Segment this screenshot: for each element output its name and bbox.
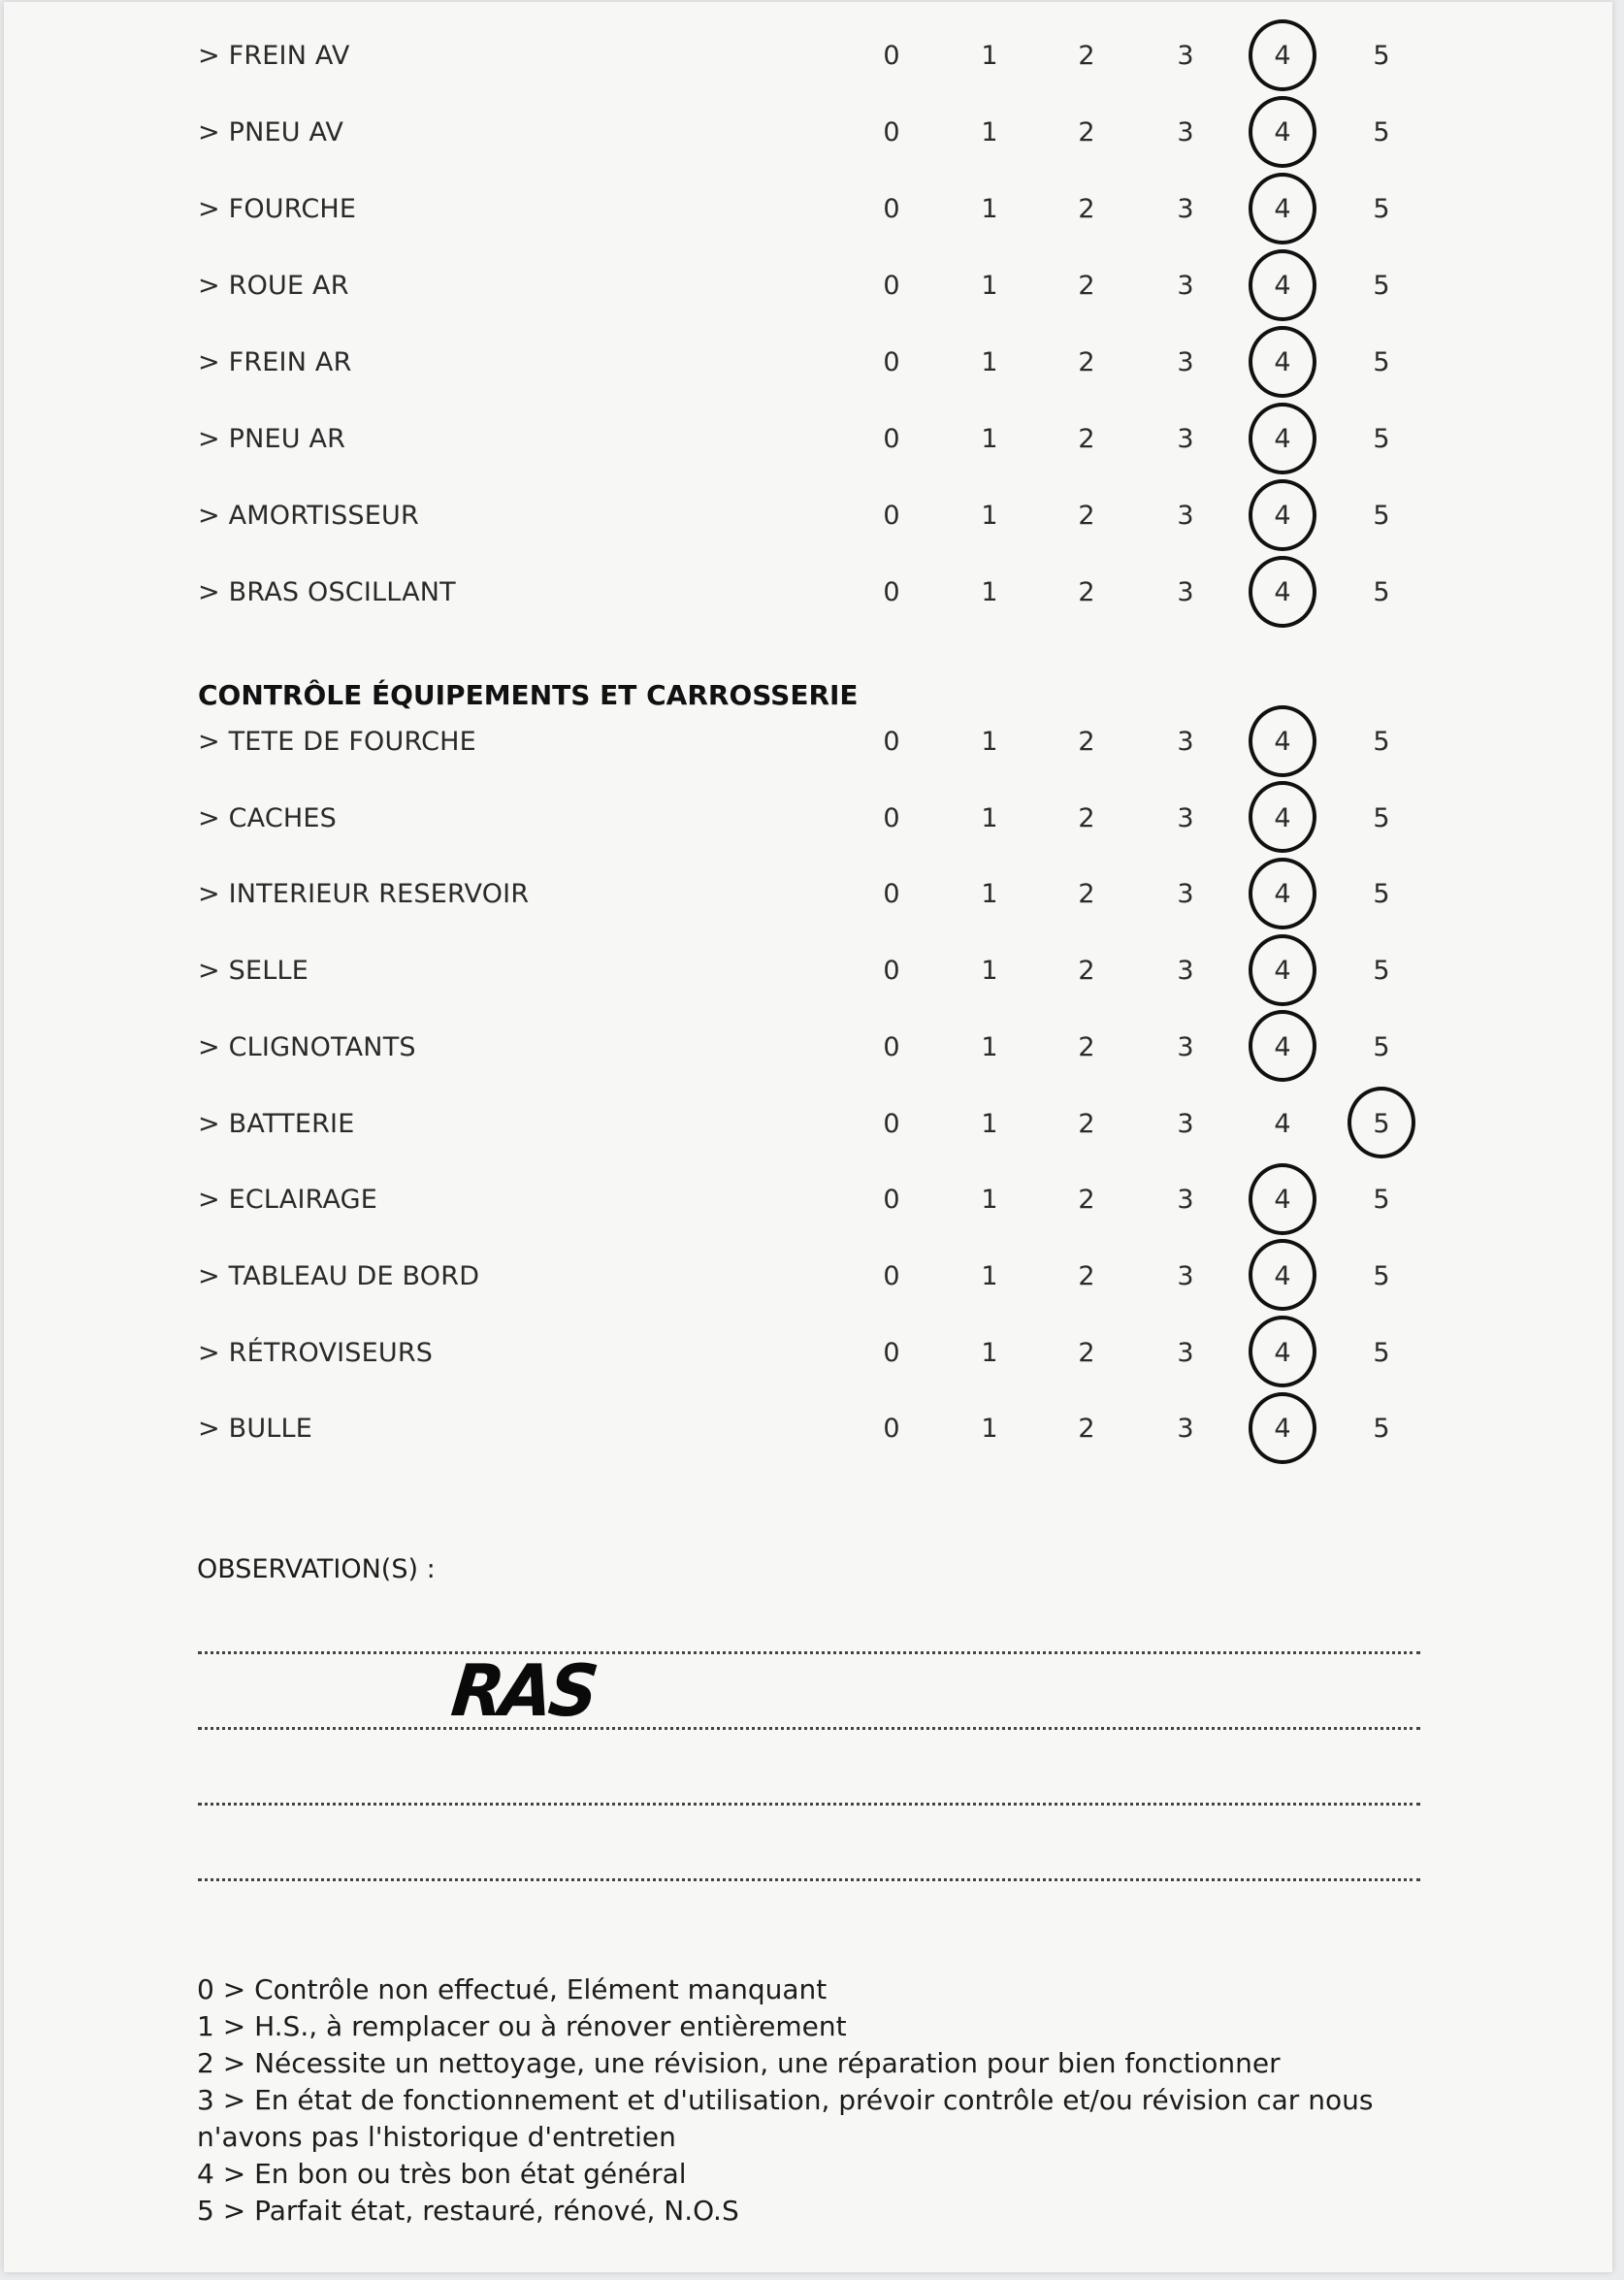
score-option-3[interactable]: 3 [1177,501,1194,531]
score-option-0[interactable]: 0 [883,727,900,757]
score-option-5[interactable]: 5 [1373,802,1390,833]
observation-line-2 [198,1727,1420,1730]
score-option-5[interactable]: 5 [1373,1260,1390,1291]
score-option-5[interactable]: 5 [1373,879,1390,910]
score-option-3[interactable]: 3 [1177,1337,1194,1368]
score-option-5[interactable]: 5 [1373,1337,1390,1368]
score-option-5[interactable]: 5 [1373,1414,1390,1445]
score-option-4[interactable]: 4 [1263,41,1302,71]
score-option-0[interactable]: 0 [883,347,900,377]
score-option-4[interactable]: 4 [1263,194,1302,224]
check-row [4,867,1612,926]
score-option-3[interactable]: 3 [1177,1185,1194,1216]
score-option-2[interactable]: 2 [1078,956,1095,987]
legend-line: 4 > En bon ou très bon état général [197,2158,687,2190]
check-row-label: > FOURCHE [198,194,357,224]
score-option-3[interactable]: 3 [1177,956,1194,987]
score-option-3[interactable]: 3 [1177,347,1194,377]
score-option-2[interactable]: 2 [1078,727,1095,757]
score-option-5[interactable]: 5 [1373,501,1390,531]
score-option-1[interactable]: 1 [981,501,998,531]
check-row [4,1021,1612,1079]
score-option-0[interactable]: 0 [883,117,900,147]
score-option-0[interactable]: 0 [883,424,900,454]
score-option-4[interactable]: 4 [1263,1338,1302,1368]
legend-line: 1 > H.S., à remplacer ou à rénover entièrement [197,2010,847,2042]
legend-line: 3 > En état de fonctionnement et d'utilisation, prévoir contrôle et/ou révision car nous [197,2084,1374,2116]
score-option-3[interactable]: 3 [1177,271,1194,301]
score-option-3[interactable]: 3 [1177,577,1194,607]
score-option-1[interactable]: 1 [981,879,998,910]
legend-line: 0 > Contrôle non effectué, Elément manquant [197,1973,828,2005]
score-option-1[interactable]: 1 [981,956,998,987]
observation-line-1 [198,1651,1420,1654]
score-option-0[interactable]: 0 [883,194,900,224]
check-row [4,944,1612,1002]
check-row [4,1402,1612,1460]
score-option-3[interactable]: 3 [1177,194,1194,224]
score-option-2[interactable]: 2 [1078,194,1095,224]
score-option-0[interactable]: 0 [883,879,900,910]
score-option-5[interactable]: 5 [1373,194,1390,224]
score-option-1[interactable]: 1 [981,271,998,301]
observations-title: OBSERVATION(S) : [197,1554,436,1584]
observation-line-3 [198,1803,1420,1806]
score-option-3[interactable]: 3 [1177,879,1194,910]
score-option-1[interactable]: 1 [981,347,998,377]
check-row-label: > CLIGNOTANTS [198,1031,416,1062]
score-option-4[interactable]: 4 [1263,879,1302,909]
check-row-label: > TETE DE FOURCHE [198,727,476,757]
score-option-2[interactable]: 2 [1078,501,1095,531]
check-row-label: > SELLE [198,956,309,987]
check-row [4,489,1612,547]
score-option-0[interactable]: 0 [883,271,900,301]
score-option-4[interactable]: 4 [1263,1414,1302,1444]
score-option-4[interactable]: 4 [1263,117,1302,147]
score-option-2[interactable]: 2 [1078,577,1095,607]
score-option-1[interactable]: 1 [981,1185,998,1216]
check-row [4,1326,1612,1384]
score-option-2[interactable]: 2 [1078,1260,1095,1291]
check-row-label: > AMORTISSEUR [198,501,419,531]
score-option-0[interactable]: 0 [883,956,900,987]
score-option-5[interactable]: 5 [1373,117,1390,147]
score-option-3[interactable]: 3 [1177,424,1194,454]
legend-line: n'avons pas l'historique d'entretien [197,2121,676,2153]
score-option-1[interactable]: 1 [981,577,998,607]
check-row-label: > ROUE AR [198,271,349,301]
check-row [4,29,1612,87]
score-option-5[interactable]: 5 [1373,577,1390,607]
legend-line: 5 > Parfait état, restauré, rénové, N.O.S [197,2195,739,2227]
check-row-label: > CACHES [198,802,338,833]
score-option-5[interactable]: 5 [1373,347,1390,377]
score-option-1[interactable]: 1 [981,117,998,147]
score-option-4[interactable]: 4 [1274,1108,1291,1139]
score-option-3[interactable]: 3 [1177,1108,1194,1139]
check-row [4,566,1612,624]
score-option-5[interactable]: 5 [1373,727,1390,757]
score-option-1[interactable]: 1 [981,1108,998,1139]
check-row-label: > TABLEAU DE BORD [198,1260,480,1291]
check-row [4,1250,1612,1308]
score-option-1[interactable]: 1 [981,1337,998,1368]
check-row [4,1097,1612,1156]
score-option-4[interactable]: 4 [1263,1261,1302,1291]
score-option-2[interactable]: 2 [1078,1031,1095,1062]
observation-handwritten-note: RAS [447,1648,600,1734]
legend-line: 2 > Nécessite un nettoyage, une révision, une réparation pour bien fonctionner [197,2047,1281,2079]
score-option-0[interactable]: 0 [883,802,900,833]
check-row-label: > BULLE [198,1414,313,1445]
score-option-0[interactable]: 0 [883,41,900,71]
score-option-1[interactable]: 1 [981,802,998,833]
check-row-label: > FREIN AV [198,41,350,71]
score-option-0[interactable]: 0 [883,501,900,531]
score-option-5[interactable]: 5 [1373,41,1390,71]
score-option-0[interactable]: 0 [883,1337,900,1368]
score-option-2[interactable]: 2 [1078,117,1095,147]
score-option-0[interactable]: 0 [883,1108,900,1139]
check-row-label: > INTERIEUR RESERVOIR [198,879,530,910]
score-option-0[interactable]: 0 [883,1414,900,1445]
check-row-label: > PNEU AV [198,117,344,147]
score-option-2[interactable]: 2 [1078,1414,1095,1445]
check-row-label: > FREIN AR [198,347,352,377]
score-option-1[interactable]: 1 [981,1414,998,1445]
score-option-3[interactable]: 3 [1177,727,1194,757]
score-option-2[interactable]: 2 [1078,1108,1095,1139]
score-option-5[interactable]: 5 [1373,424,1390,454]
score-option-5[interactable]: 5 [1373,956,1390,987]
score-option-1[interactable]: 1 [981,424,998,454]
score-option-1[interactable]: 1 [981,1031,998,1062]
score-option-4[interactable]: 4 [1263,577,1302,607]
score-option-4[interactable]: 4 [1263,1032,1302,1062]
score-option-2[interactable]: 2 [1078,41,1095,71]
score-option-0[interactable]: 0 [883,1185,900,1216]
check-row [4,182,1612,241]
inspection-form-page [4,2,1612,2272]
score-option-1[interactable]: 1 [981,41,998,71]
check-row-label: > RÉTROVISEURS [198,1337,434,1368]
score-option-3[interactable]: 3 [1177,1260,1194,1291]
check-row [4,336,1612,394]
score-option-1[interactable]: 1 [981,194,998,224]
score-option-5[interactable]: 5 [1373,271,1390,301]
score-option-4[interactable]: 4 [1263,271,1302,301]
check-row [4,792,1612,850]
score-option-3[interactable]: 3 [1177,1031,1194,1062]
score-option-0[interactable]: 0 [883,1031,900,1062]
score-option-3[interactable]: 3 [1177,41,1194,71]
score-option-1[interactable]: 1 [981,1260,998,1291]
score-option-4[interactable]: 4 [1263,1185,1302,1215]
score-option-0[interactable]: 0 [883,577,900,607]
check-row-label: > ECLAIRAGE [198,1185,378,1216]
score-option-4[interactable]: 4 [1263,727,1302,757]
section-title: CONTRÔLE ÉQUIPEMENTS ET CARROSSERIE [198,679,859,711]
check-row [4,412,1612,471]
check-row-label: > PNEU AR [198,424,346,454]
score-option-4[interactable]: 4 [1263,501,1302,531]
score-option-0[interactable]: 0 [883,1260,900,1291]
score-option-4[interactable]: 4 [1263,424,1302,454]
score-option-1[interactable]: 1 [981,727,998,757]
score-option-2[interactable]: 2 [1078,1185,1095,1216]
score-option-4[interactable]: 4 [1263,347,1302,377]
score-option-3[interactable]: 3 [1177,802,1194,833]
score-option-3[interactable]: 3 [1177,1414,1194,1445]
score-option-5[interactable]: 5 [1373,1185,1390,1216]
score-option-2[interactable]: 2 [1078,347,1095,377]
check-row-label: > BRAS OSCILLANT [198,577,456,607]
score-option-2[interactable]: 2 [1078,802,1095,833]
score-legend [197,1971,1458,2230]
check-row-label: > BATTERIE [198,1108,355,1139]
score-option-2[interactable]: 2 [1078,271,1095,301]
check-row [4,715,1612,773]
check-row [4,106,1612,164]
check-row [4,259,1612,317]
score-option-2[interactable]: 2 [1078,879,1095,910]
check-row [4,1173,1612,1231]
score-option-2[interactable]: 2 [1078,1337,1095,1368]
score-option-4[interactable]: 4 [1263,803,1302,833]
observation-line-4 [198,1878,1420,1881]
score-option-5[interactable]: 5 [1362,1109,1401,1139]
score-option-4[interactable]: 4 [1263,956,1302,986]
score-option-5[interactable]: 5 [1373,1031,1390,1062]
score-option-2[interactable]: 2 [1078,424,1095,454]
score-option-3[interactable]: 3 [1177,117,1194,147]
